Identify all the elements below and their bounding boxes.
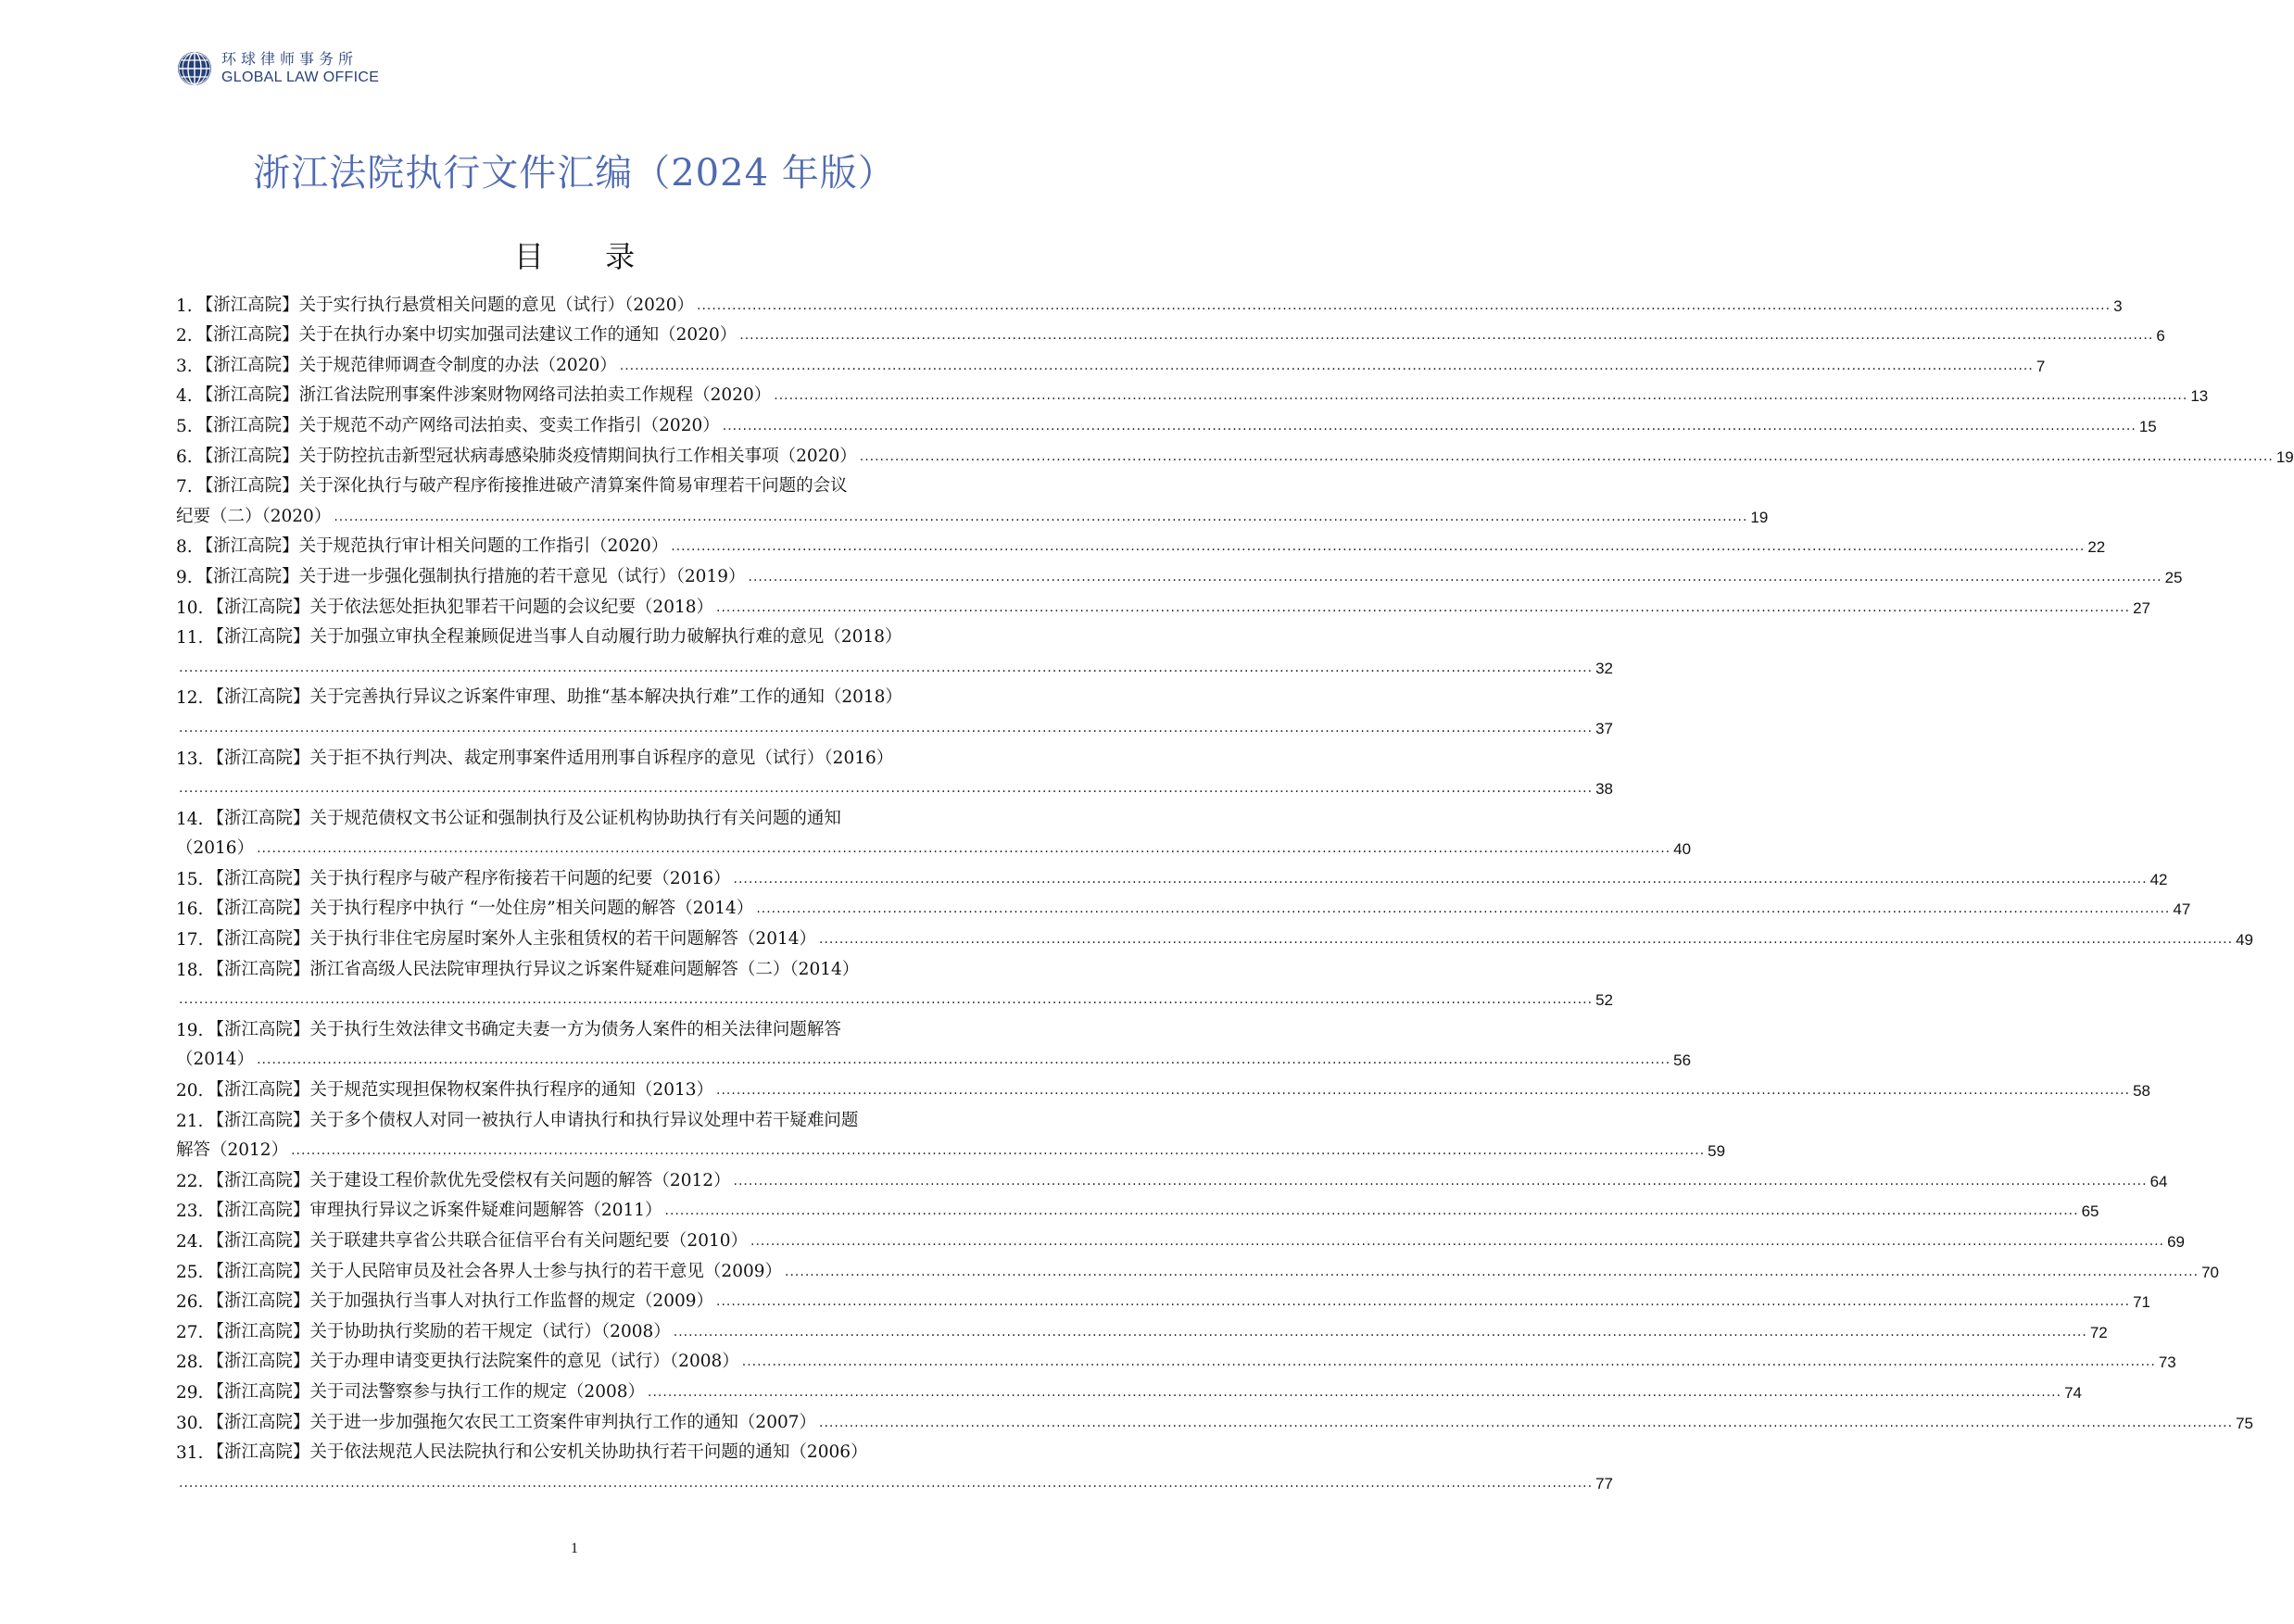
toc-entry-number: 13. (176, 749, 204, 769)
logo-english-name: GLOBAL LAW OFFICE (221, 69, 380, 85)
logo-text (221, 52, 379, 85)
dot-leader (774, 388, 2187, 406)
toc-entry-title: 【浙江高院】关于加强立审执全程兼顾促进当事人自动履行助力破解执行难的意见（2018） (207, 627, 902, 648)
toc-entry-page: 73 (2158, 1353, 2176, 1372)
toc-entry[interactable] (176, 1372, 2082, 1403)
toc-entry-title: 【浙江高院】关于规范执行审计相关问题的工作指引（2020） (195, 536, 669, 557)
dot-leader (697, 298, 2111, 316)
toc-entry-page: 65 (2081, 1202, 2099, 1221)
toc-entry[interactable] (176, 1342, 2176, 1373)
dot-leader (723, 419, 2136, 436)
logo-chinese-name: 环球律师事务所 (221, 50, 359, 68)
toc-entry[interactable] (176, 285, 2123, 316)
toc-entry[interactable] (176, 1433, 1613, 1493)
toc-entry-number: 20. (176, 1081, 204, 1102)
dot-leader (648, 1385, 2061, 1403)
toc-entry-number: 10. (176, 598, 204, 618)
toc-entry-page: 7 (2036, 357, 2046, 375)
toc-entry-title: 【浙江高院】关于依法惩处拒执犯罪若干问题的会议纪要（2018） (207, 597, 714, 617)
toc-entry-number: 7. (176, 477, 193, 497)
toc-entry[interactable] (176, 436, 2294, 467)
dot-leader (819, 1416, 2233, 1433)
toc-entry[interactable] (176, 618, 1613, 678)
toc-entry-page: 69 (2167, 1233, 2185, 1251)
toc-heading: 目 录 (513, 239, 662, 274)
toc-entry-number: 14. (176, 809, 204, 829)
toc-entry-page: 72 (2089, 1323, 2108, 1341)
toc-entry-number: 5. (176, 416, 193, 436)
toc-entry-page: 42 (2149, 870, 2168, 888)
toc-entry-number: 1. (176, 296, 193, 316)
toc-entry-number: 12. (176, 688, 204, 709)
dot-leader (179, 992, 1593, 1010)
toc-entry[interactable] (176, 1101, 1726, 1161)
toc-entry-page: 38 (1595, 780, 1613, 799)
toc-entry-title: 【浙江高院】关于执行程序与破产程序衔接若干问题的纪要（2016） (207, 868, 731, 888)
dot-leader (742, 1354, 2156, 1372)
dot-leader (734, 872, 2148, 889)
toc-entry[interactable] (176, 950, 1613, 1010)
toc-entry-title: 【浙江高院】关于多个债权人对同一被执行人申请执行和执行异议处理中若干疑难问题 (207, 1110, 859, 1130)
globe-icon (176, 50, 213, 87)
toc-entry-title: 【浙江高院】关于协助执行奖励的若干规定（试行）（2008） (207, 1321, 671, 1341)
toc-entry-title: （2014） (176, 1050, 255, 1070)
law-firm-logo (176, 50, 379, 87)
toc-entry-number: 23. (176, 1202, 204, 1222)
toc-entry-number: 27. (176, 1322, 204, 1342)
dot-leader (620, 359, 2034, 376)
toc-entry-title: 【浙江高院】关于规范律师调查令制度的办法（2020） (195, 355, 617, 375)
toc-entry[interactable] (176, 799, 1692, 859)
toc-entry[interactable] (176, 346, 2046, 376)
dot-leader (291, 1143, 1705, 1161)
toc-entry[interactable] (176, 467, 1769, 527)
toc-entry-number: 22. (176, 1171, 204, 1191)
toc-entry-page: 19 (2275, 447, 2294, 466)
toc-entry[interactable] (176, 1282, 2150, 1313)
toc-entry-page: 49 (2236, 931, 2253, 950)
toc-entry[interactable] (176, 1070, 2150, 1102)
toc-entry-page: 19 (1750, 508, 1769, 526)
toc-entry-page: 77 (1595, 1474, 1613, 1492)
dot-leader (860, 449, 2274, 467)
toc-entry-number: 15. (176, 869, 204, 889)
toc-entry-title: 【浙江高院】关于完善执行异议之诉案件审理、助推“基本解决执行难”工作的通知（2018） (207, 687, 902, 708)
dot-leader (739, 328, 2153, 346)
toc-entry[interactable] (176, 1252, 2219, 1282)
toc-entry[interactable] (176, 406, 2157, 436)
toc-entry-page: 25 (2164, 568, 2183, 586)
toc-entry-title: 【浙江高院】关于建设工程价款优先受偿权有关问题的解答（2012） (207, 1170, 731, 1190)
document-title: 浙江法院执行文件汇编（2024 年版） (253, 152, 896, 195)
toc-entry-title: 【浙江高院】浙江省法院刑事案件涉案财物网络司法拍卖工作规程（2020） (195, 385, 772, 406)
toc-entry-title: 【浙江高院】关于依法规范人民法院执行和公安机关协助执行若干问题的通知（2006） (207, 1442, 868, 1463)
dot-leader (734, 1174, 2148, 1191)
toc-entry[interactable] (176, 738, 1613, 799)
toc-entry-page: 32 (1595, 659, 1613, 677)
toc-entry-number: 11. (176, 628, 204, 648)
toc-entry-number: 19. (176, 1020, 204, 1040)
toc-entry-page: 75 (2236, 1414, 2253, 1432)
toc-entry-page: 56 (1673, 1051, 1692, 1070)
toc-entry-page: 71 (2133, 1293, 2150, 1312)
toc-entry-title: 【浙江高院】关于拒不执行判决、裁定刑事案件适用刑事自诉程序的意见（试行）（2016） (207, 748, 894, 768)
dot-leader (674, 1325, 2087, 1342)
toc-entry[interactable] (176, 1010, 1692, 1070)
toc-entry-number: 18. (176, 960, 204, 980)
toc-entry-number: 26. (176, 1292, 204, 1313)
toc-entry-title: 【浙江高院】审理执行异议之诉案件疑难问题解答（2011） (207, 1201, 662, 1221)
dot-leader (756, 901, 2170, 919)
dot-leader (819, 932, 2233, 950)
toc-entry-page: 40 (1673, 840, 1692, 859)
dot-leader (179, 781, 1593, 799)
dot-leader (750, 1234, 2164, 1252)
toc-entry-number: 9. (176, 567, 193, 587)
toc-entry[interactable] (176, 316, 2165, 346)
toc-entry-number: 21. (176, 1111, 204, 1131)
toc-entry-page: 47 (2173, 900, 2191, 919)
toc-entry[interactable] (176, 859, 2168, 889)
toc-entry-page: 22 (2087, 538, 2106, 557)
toc-entry-number: 31. (176, 1443, 204, 1464)
toc-entry[interactable] (176, 1161, 2168, 1191)
toc-entry-number: 8. (176, 537, 193, 558)
toc-entry-page: 27 (2133, 598, 2150, 617)
toc-entry-page: 6 (2156, 327, 2165, 346)
toc-entry-title: 【浙江高院】关于办理申请变更执行法院案件的意见（试行）（2008） (207, 1352, 739, 1372)
dot-leader (671, 539, 2085, 557)
toc-entry-number: 17. (176, 930, 204, 950)
dot-leader (334, 510, 1747, 527)
toc-entry-number: 6. (176, 447, 193, 467)
dot-leader (716, 600, 2130, 618)
dot-leader (665, 1203, 2079, 1221)
toc-entry-page: 58 (2133, 1082, 2150, 1101)
toc-entry-title: 【浙江高院】关于执行生效法律文书确定夫妻一方为债务人案件的相关法律问题解答 (207, 1019, 841, 1039)
toc-entry-page: 13 (2190, 387, 2209, 406)
toc-entry[interactable] (176, 1221, 2185, 1252)
toc-entry-page: 37 (1595, 719, 1613, 737)
toc-entry-page: 70 (2201, 1263, 2219, 1281)
toc-entry-number: 3. (176, 356, 193, 376)
toc-entry[interactable] (176, 527, 2106, 558)
toc-entry-title: 【浙江高院】关于进一步加强拖欠农民工工资案件审判执行工作的通知（2007） (207, 1412, 817, 1432)
toc-entry-title: 解答（2012） (176, 1140, 289, 1161)
toc-entry-title: 【浙江高院】浙江省高级人民法院审理执行异议之诉案件疑难问题解答（二）（2014） (207, 959, 860, 979)
toc-entry-number: 24. (176, 1232, 204, 1252)
dot-leader (716, 1294, 2130, 1312)
toc-entry-title: 【浙江高院】关于人民陪审员及社会各界人士参与执行的若干意见（2009） (207, 1261, 783, 1281)
dot-leader (179, 661, 1593, 678)
toc-entry-number: 25. (176, 1262, 204, 1282)
toc-entry-title: 【浙江高院】关于规范债权文书公证和强制执行及公证机构协助执行有关问题的通知 (207, 808, 841, 828)
dot-leader (179, 721, 1593, 738)
toc-entry-page: 3 (2113, 296, 2123, 315)
toc-entry[interactable] (176, 1403, 2253, 1433)
toc-entry-page: 52 (1595, 991, 1613, 1010)
toc-entry-title: 纪要（二）（2020） (176, 506, 332, 526)
dot-leader (257, 1052, 1670, 1070)
toc-entry-title: 【浙江高院】关于执行非住宅房屋时案外人主张租赁权的若干问题解答（2014） (207, 929, 817, 950)
toc-entry-title: 【浙江高院】关于联建共享省公共联合征信平台有关问题纪要（2010） (207, 1231, 749, 1251)
toc-entry-title: 【浙江高院】关于深化执行与破产程序衔接推进破产清算案件简易审理若干问题的会议 (195, 476, 848, 497)
toc-entry-title: 【浙江高院】关于在执行办案中切实加强司法建议工作的通知（2020） (195, 325, 737, 346)
toc-entry[interactable] (176, 919, 2253, 950)
toc-entry-title: 【浙江高院】关于加强执行当事人对执行工作监督的规定（2009） (207, 1291, 714, 1312)
toc-entry[interactable] (176, 557, 2183, 587)
toc-entry-number: 29. (176, 1382, 204, 1403)
toc-entry-title: 【浙江高院】关于进一步强化强制执行措施的若干意见（试行）（2019） (195, 566, 746, 586)
page-number: 1 (571, 1541, 578, 1556)
toc-entry[interactable] (176, 678, 1613, 738)
toc-entry-number: 2. (176, 326, 193, 346)
toc-entry[interactable] (176, 889, 2191, 920)
toc-entry-page: 64 (2149, 1172, 2168, 1190)
toc-entry-number: 30. (176, 1413, 204, 1433)
toc-entry-title: 【浙江高院】关于规范实现担保物权案件执行程序的通知（2013） (207, 1080, 714, 1101)
toc-entry-title: （2016） (176, 838, 255, 859)
toc-entry-number: 16. (176, 900, 204, 920)
toc-entry-number: 4. (176, 386, 193, 407)
toc-entry-title: 【浙江高院】关于规范不动产网络司法拍卖、变卖工作指引（2020） (195, 415, 720, 435)
toc-entry-title: 【浙江高院】关于防控抗击新型冠状病毒感染肺炎疫情期间执行工作相关事项（2020） (195, 446, 857, 466)
toc-entry-page: 59 (1708, 1142, 1726, 1161)
toc-entry-title: 【浙江高院】关于司法警察参与执行工作的规定（2008） (207, 1381, 646, 1402)
toc-entry-number: 28. (176, 1353, 204, 1373)
toc-entry-title: 【浙江高院】关于实行执行悬赏相关问题的意见（试行）（2020） (195, 295, 694, 315)
toc-entry[interactable] (176, 1191, 2099, 1222)
toc-entry-page: 74 (2064, 1383, 2082, 1402)
toc-entry-title: 【浙江高院】关于执行程序中执行 “一处住房”相关问题的解答（2014） (207, 899, 754, 919)
table-of-contents (176, 285, 2294, 1493)
toc-entry[interactable] (176, 376, 2209, 407)
dot-leader (179, 1476, 1593, 1493)
dot-leader (785, 1265, 2199, 1282)
dot-leader (257, 841, 1670, 859)
dot-leader (716, 1083, 2130, 1101)
toc-entry[interactable] (176, 587, 2150, 618)
toc-entry-page: 15 (2138, 417, 2157, 435)
toc-entry[interactable] (176, 1312, 2108, 1342)
dot-leader (749, 570, 2162, 587)
